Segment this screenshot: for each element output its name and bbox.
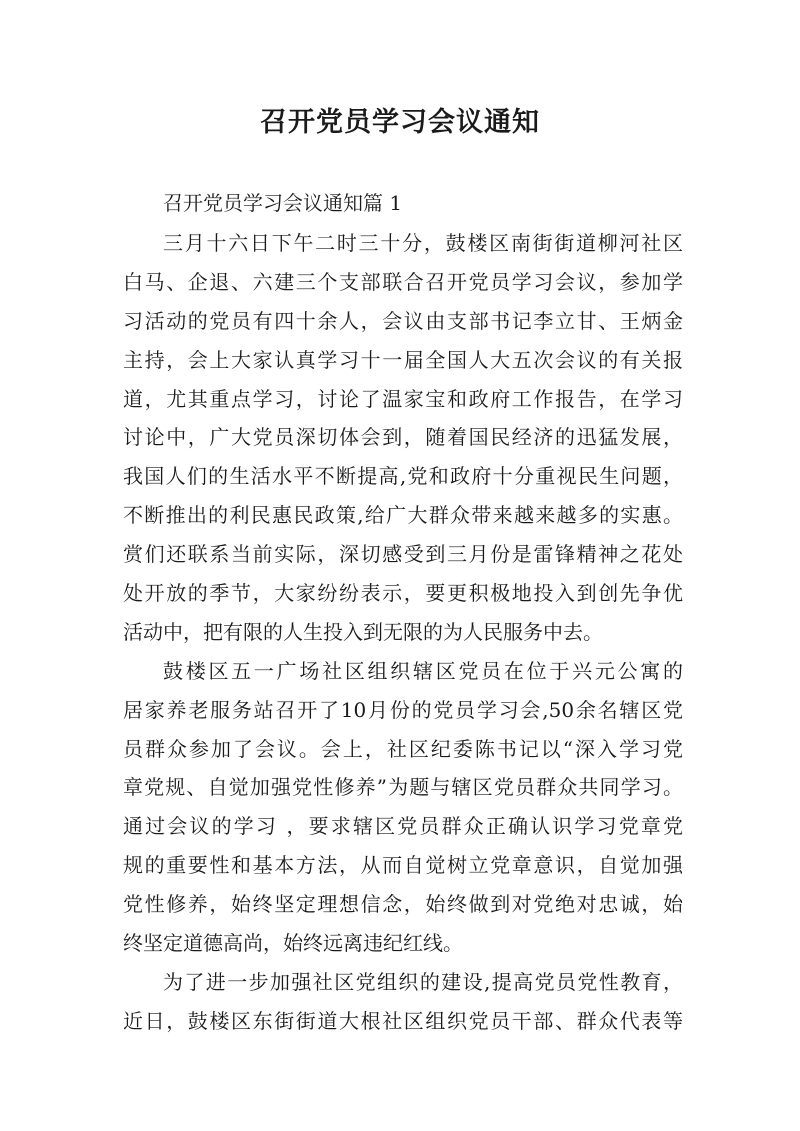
text-line: 主持，会上大家认真学习十一届全国人大五次会议的有关报 (123, 347, 683, 372)
text-line: 章党规、自觉加强党性修养”为题与辖区党员群众共同学习。 (123, 775, 683, 800)
text-line: 为了进一步加强社区党组织的建设,提高党员党性教育， (163, 969, 683, 994)
text-line: 党性修养，始终坚定理想信念，始终做到对党绝对忠诚，始 (123, 892, 683, 917)
text-line: 居家养老服务站召开了10月份的党员学习会,50余名辖区党 (123, 697, 683, 722)
text-line: 近日，鼓楼区东街街道大根社区组织党员干部、群众代表等 (123, 1008, 683, 1033)
paragraph-2 (123, 652, 683, 963)
text-line: 处开放的季节，大家纷纷表示，要更积极地投入到创先争优 (123, 581, 683, 606)
paragraph-3 (123, 963, 683, 1041)
text-line: 不断推出的利民惠民政策,给广大群众带来越来越多的实惠。 (123, 503, 683, 528)
page-title: 召开党员学习会议通知 (260, 107, 540, 138)
text-line: 活动中，把有限的人生投入到无限的为人民服务中去。 (123, 619, 603, 644)
section-subtitle: 召开党员学习会议通知篇 1 (163, 191, 403, 215)
text-line: 员群众参加了会议。会上，社区纪委陈书记以“深入学习党 (123, 736, 683, 761)
paragraph-1 (123, 224, 683, 652)
text-line: 三月十六日下午二时三十分，鼓楼区南街街道柳河社区 (163, 231, 683, 255)
document-body (123, 224, 683, 1041)
text-line: 规的重要性和基本方法，从而自觉树立党章意识，自觉加强 (123, 853, 683, 878)
text-line: 讨论中，广大党员深切体会到，随着国民经济的迅猛发展， (123, 425, 683, 450)
text-line: 鼓楼区五一广场社区组织辖区党员在位于兴元公寓的 (163, 658, 683, 683)
text-line: 通过会议的学习 ，要求辖区党员群众正确认识学习党章党 (123, 814, 683, 839)
text-line: 我国人们的生活水平不断提高,党和政府十分重视民生问题， (123, 464, 683, 489)
text-line: 道，尤其重点学习，讨论了温家宝和政府工作报告，在学习 (123, 386, 683, 411)
text-line: 习活动的党员有四十余人，会议由支部书记李立甘、王炳金 (123, 308, 683, 333)
text-line: 赏们还联系当前实际，深切感受到三月份是雷锋精神之花处 (123, 542, 683, 567)
text-line: 终坚定道德高尚，始终远离违纪红线。 (123, 931, 463, 956)
text-line: 白马、企退、六建三个支部联合召开党员学习会议，参加学 (123, 269, 683, 294)
